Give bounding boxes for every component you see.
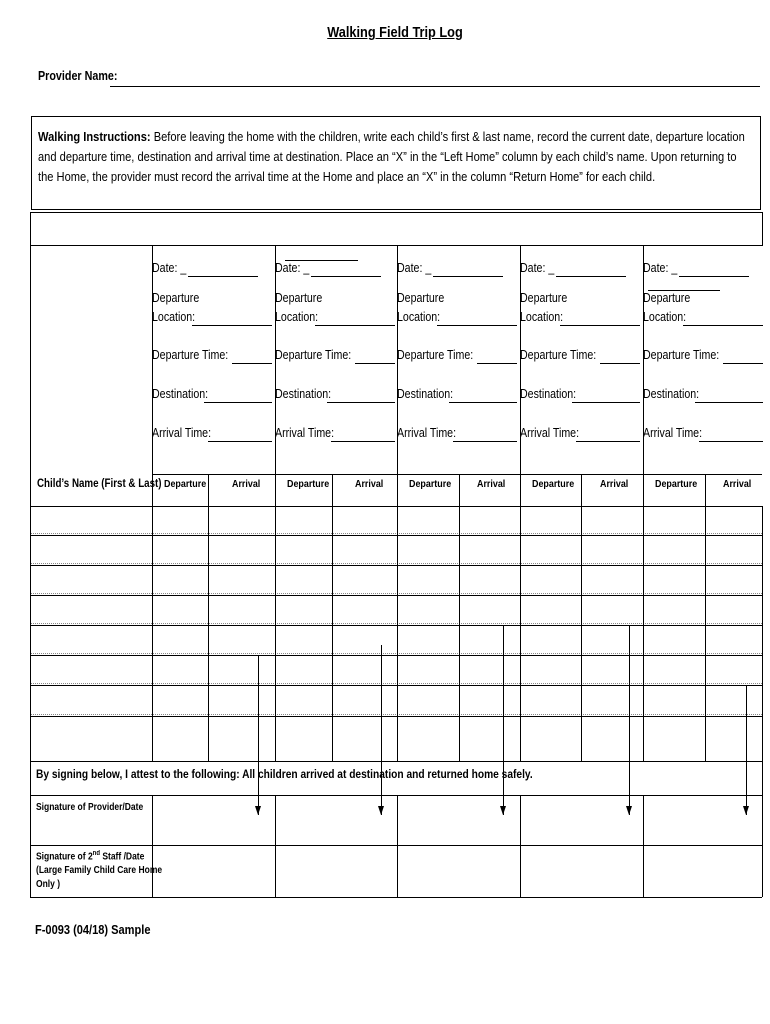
destination-label: Destination: xyxy=(397,387,454,401)
departure-location-label: Departure xyxy=(275,291,323,305)
sig-column-line xyxy=(520,795,521,897)
sig-column-line xyxy=(397,795,398,897)
subcolumn-line xyxy=(581,474,582,761)
departure-time-field[interactable] xyxy=(355,363,395,364)
header-divider-line xyxy=(152,474,762,475)
destination-label: Destination: xyxy=(152,387,209,401)
departure-location-label: Departure xyxy=(397,291,445,305)
staff-signature-label-line2: (Large Family Child Care Home xyxy=(36,865,163,877)
arrow-shaft xyxy=(629,625,630,815)
staff-signature-label-line1 xyxy=(36,847,162,864)
table-row-dotted-line xyxy=(30,683,762,684)
date-field[interactable] xyxy=(556,276,626,277)
band-top-line xyxy=(30,212,762,213)
departure-column-header: Departure xyxy=(287,478,330,490)
right-border xyxy=(762,506,763,897)
departure-location-label-2: Location: xyxy=(152,310,196,324)
destination-field[interactable] xyxy=(695,402,763,403)
table-row-dotted-line xyxy=(30,653,762,654)
arrival-time-label: Arrival Time: xyxy=(397,426,457,440)
staff-signature-label xyxy=(36,847,162,892)
departure-location-label-2: Location: xyxy=(397,310,441,324)
table-row-line xyxy=(30,625,762,626)
arrival-time-label: Arrival Time: xyxy=(275,426,335,440)
arrow-down-icon xyxy=(255,806,261,815)
table-row-dotted-line xyxy=(30,593,762,594)
destination-label: Destination: xyxy=(275,387,332,401)
departure-time-label: Departure Time: xyxy=(520,348,597,362)
date-label: Date: _ xyxy=(152,261,187,275)
instructions-text xyxy=(38,127,752,187)
arrival-time-label: Arrival Time: xyxy=(643,426,703,440)
departure-column-header: Departure xyxy=(409,478,452,490)
arrow-down-icon xyxy=(743,806,749,815)
departure-location-field[interactable] xyxy=(560,325,640,326)
subcolumn-line xyxy=(705,474,706,761)
arrival-column-header: Arrival xyxy=(232,478,261,490)
departure-location-field[interactable] xyxy=(683,325,763,326)
staff-sig-bottom-line xyxy=(30,897,762,898)
date-field[interactable] xyxy=(679,276,749,277)
arrow-shaft xyxy=(503,625,504,815)
table-row-dotted-line xyxy=(30,623,762,624)
table-row-dotted-line xyxy=(30,563,762,564)
subcolumn-line xyxy=(332,474,333,761)
departure-time-label: Departure Time: xyxy=(397,348,474,362)
arrival-column-header: Arrival xyxy=(477,478,506,490)
subcolumn-line xyxy=(208,474,209,761)
arrow-shaft xyxy=(258,655,259,815)
attest-statement: By signing below, I attest to the following: All children arrived at destination and returned home safely. xyxy=(36,767,533,781)
destination-label: Destination: xyxy=(643,387,700,401)
provider-sig-bottom-line xyxy=(30,845,762,846)
destination-field[interactable] xyxy=(449,402,517,403)
form-number: F-0093 (04/18) Sample xyxy=(35,922,151,937)
arrival-time-field[interactable] xyxy=(208,441,272,442)
departure-location-field[interactable] xyxy=(192,325,272,326)
sig-column-line xyxy=(275,795,276,897)
sig-column-line xyxy=(643,795,644,897)
arrival-column-header: Arrival xyxy=(600,478,629,490)
departure-location-label-2: Location: xyxy=(520,310,564,324)
table-row-line xyxy=(30,535,762,536)
provider-signature-label: Signature of Provider/Date xyxy=(36,802,144,813)
date-field[interactable] xyxy=(433,276,503,277)
arrow-down-icon xyxy=(378,806,384,815)
arrival-column-header: Arrival xyxy=(723,478,752,490)
instructions-lead: Walking Instructions: xyxy=(38,129,151,144)
table-row-dotted-line xyxy=(30,714,762,715)
departure-time-label: Departure Time: xyxy=(275,348,352,362)
destination-field[interactable] xyxy=(327,402,395,403)
provider-name-field[interactable] xyxy=(110,86,760,87)
page-title: Walking Field Trip Log xyxy=(327,24,463,41)
date-label: Date: _ xyxy=(397,261,432,275)
arrival-time-label: Arrival Time: xyxy=(152,426,212,440)
departure-time-label: Departure Time: xyxy=(152,348,229,362)
departure-location-label: Departure xyxy=(152,291,200,305)
staff-prefix: Signature of 2 xyxy=(36,851,93,863)
table-row-line xyxy=(30,595,762,596)
date-field[interactable] xyxy=(188,276,258,277)
departure-location-field[interactable] xyxy=(437,325,517,326)
departure-location-label: Departure xyxy=(643,291,691,305)
arrival-column-header: Arrival xyxy=(355,478,384,490)
right-border-top xyxy=(762,212,763,246)
arrival-time-field[interactable] xyxy=(331,441,395,442)
arrow-down-icon xyxy=(500,806,506,815)
date-label: Date: _ xyxy=(275,261,310,275)
arrival-time-label: Arrival Time: xyxy=(520,426,580,440)
departure-time-field[interactable] xyxy=(600,363,640,364)
arrow-shaft xyxy=(381,645,382,815)
destination-field[interactable] xyxy=(572,402,640,403)
instructions-body: Before leaving the home with the children, write each child’s first & last name, record the current date, departure location and departure time, destination and arrival time at destination. Place an “X” in the “Left Home” column by each child’s name. Upon returning to the Home, the provider must record the arrival time at the Home and place an “X” in the column “Return Home” for each child. xyxy=(38,129,745,184)
staff-sup: nd xyxy=(92,850,100,857)
date-field[interactable] xyxy=(311,276,381,277)
arrival-time-field[interactable] xyxy=(576,441,640,442)
departure-column-header: Departure xyxy=(164,478,207,490)
departure-location-label-2: Location: xyxy=(643,310,687,324)
band-bottom-line xyxy=(30,245,762,246)
staff-signature-label-line3: Only ) xyxy=(36,879,61,891)
destination-field[interactable] xyxy=(204,402,272,403)
departure-time-field[interactable] xyxy=(232,363,272,364)
staff-suffix: Staff /Date xyxy=(99,851,145,863)
arrow-shaft xyxy=(746,685,747,815)
departure-time-field[interactable] xyxy=(723,363,763,364)
header-bottom-line xyxy=(30,506,762,507)
date-extra-line xyxy=(285,260,358,261)
arrival-time-field[interactable] xyxy=(453,441,517,442)
left-border xyxy=(30,212,31,897)
departure-location-field[interactable] xyxy=(315,325,395,326)
attest-bottom-line xyxy=(30,795,762,796)
rows-bottom-line xyxy=(30,761,762,762)
subcolumn-line xyxy=(459,474,460,761)
destination-label: Destination: xyxy=(520,387,577,401)
departure-time-label: Departure Time: xyxy=(643,348,720,362)
departure-column-header: Departure xyxy=(655,478,698,490)
date-label: Date: _ xyxy=(520,261,555,275)
arrow-down-icon xyxy=(626,806,632,815)
departure-location-label: Departure xyxy=(520,291,568,305)
table-row-line xyxy=(30,716,762,717)
child-name-header: Child’s Name (First & Last) xyxy=(37,478,162,490)
table-row-line xyxy=(30,565,762,566)
table-row-dotted-line xyxy=(30,533,762,534)
arrival-time-field[interactable] xyxy=(699,441,763,442)
table-row-line xyxy=(30,655,762,656)
provider-name-label: Provider Name: xyxy=(38,69,118,83)
departure-column-header: Departure xyxy=(532,478,575,490)
table-row-line xyxy=(30,685,762,686)
date-extra-line xyxy=(648,290,720,291)
departure-time-field[interactable] xyxy=(477,363,517,364)
departure-location-label-2: Location: xyxy=(275,310,319,324)
date-label: Date: _ xyxy=(643,261,678,275)
